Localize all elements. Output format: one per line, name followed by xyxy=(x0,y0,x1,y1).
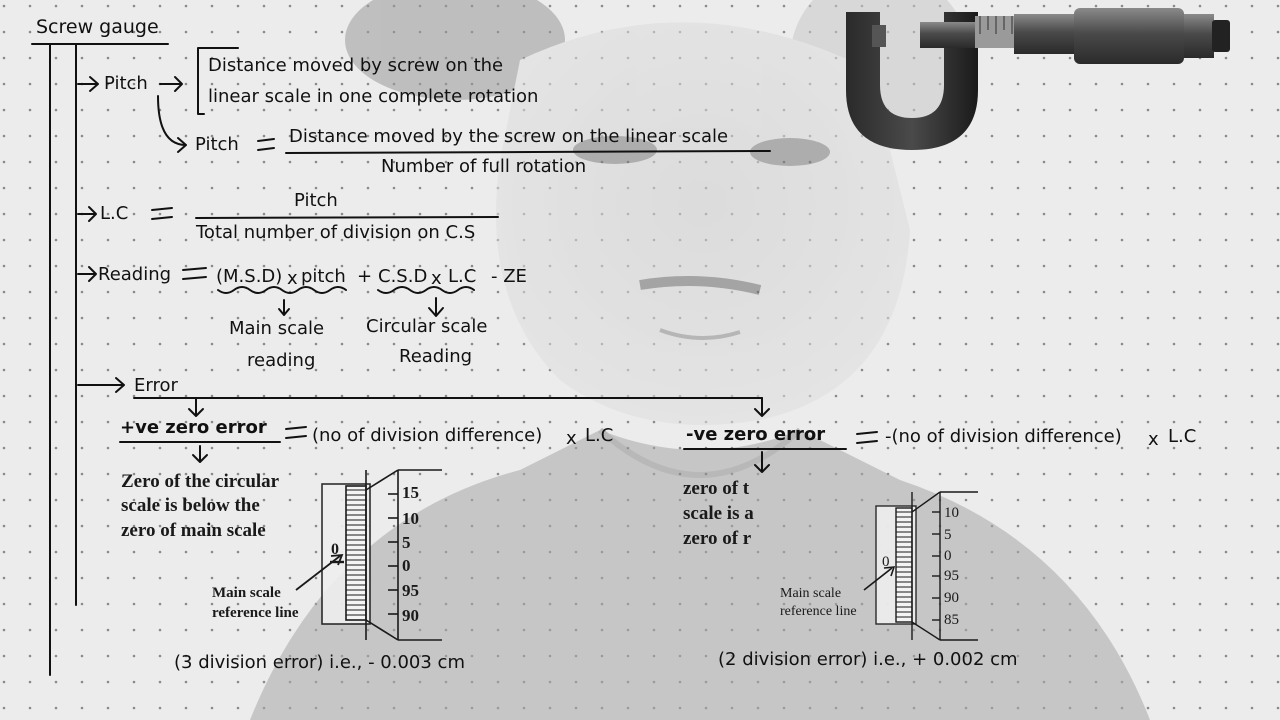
pitch-formula-label: Pitch xyxy=(195,134,239,155)
pitch-definition-line2: linear scale in one complete rotation xyxy=(208,86,539,107)
negative-error-times: x xyxy=(1148,429,1159,450)
reading-msd: (M.S.D) xyxy=(216,266,283,287)
lc-label: L.C xyxy=(100,203,129,224)
negative-error-desc-3: zero of r xyxy=(683,528,752,549)
negative-scale-tick-85: 85 xyxy=(944,612,959,628)
positive-error-times: x xyxy=(566,428,577,449)
negative-scale-tick-95: 95 xyxy=(944,568,959,584)
pitch-definition-line1: Distance moved by screw on the xyxy=(208,55,504,76)
reading-label: Reading xyxy=(98,264,172,285)
csd-note-line1: Circular scale xyxy=(366,316,488,337)
positive-error-scale xyxy=(296,470,442,640)
positive-scale-tick-0: 0 xyxy=(402,556,411,575)
negative-scale-tick-10: 10 xyxy=(944,505,959,521)
negative-ref-line-2: reference line xyxy=(780,604,857,619)
negative-scale-tick-5: 5 xyxy=(944,527,952,543)
negative-error-caption: (2 division error) i.e., + 0.002 cm xyxy=(718,649,1018,670)
positive-error-caption: (3 division error) i.e., - 0.003 cm xyxy=(174,652,465,673)
positive-error-label: +ve zero error xyxy=(120,417,267,438)
csd-note-line2: Reading xyxy=(399,346,473,367)
positive-error-desc-2: scale is below the xyxy=(121,495,260,516)
negative-error-formula: -(no of division difference) xyxy=(885,426,1122,447)
page-title: Screw gauge xyxy=(36,16,159,38)
msd-note-line2: reading xyxy=(247,350,316,371)
reading-times-2: x xyxy=(431,268,442,289)
reading-minus-ze: - ZE xyxy=(491,266,527,287)
negative-scale-tick-90: 90 xyxy=(944,590,959,606)
lc-denominator: Total number of division on C.S xyxy=(196,222,476,243)
negative-scale-zero-mark: 0 xyxy=(882,554,890,570)
pitch-label: Pitch xyxy=(104,73,148,94)
positive-error-lc: L.C xyxy=(585,425,614,446)
reading-csd: C.S.D xyxy=(378,266,428,287)
msd-note-line1: Main scale xyxy=(229,318,325,339)
pitch-denominator: Number of full rotation xyxy=(381,156,587,177)
negative-ref-line-1: Main scale xyxy=(780,586,842,601)
positive-scale-tick-5: 5 xyxy=(402,533,411,552)
positive-error-desc-3: zero of main scale xyxy=(121,520,266,541)
negative-error-lc: L.C xyxy=(1168,426,1197,447)
positive-scale-zero-mark: 0 xyxy=(331,541,339,558)
reading-pitch: pitch xyxy=(301,266,346,287)
reading-lc: L.C xyxy=(448,266,477,287)
reading-plus: + xyxy=(357,266,373,287)
positive-scale-tick-10: 10 xyxy=(402,509,419,528)
pitch-numerator: Distance moved by the screw on the linear scale xyxy=(289,126,729,147)
positive-scale-tick-90: 90 xyxy=(402,606,419,625)
negative-error-desc-1: zero of t xyxy=(683,478,750,499)
lc-numerator: Pitch xyxy=(294,190,338,211)
positive-ref-line-2: reference line xyxy=(212,605,299,621)
negative-error-desc-2: scale is a xyxy=(683,503,754,524)
negative-error-label: -ve zero error xyxy=(686,424,826,445)
positive-ref-line-1: Main scale xyxy=(212,585,281,601)
positive-scale-tick-15: 15 xyxy=(402,483,419,502)
negative-scale-tick-0: 0 xyxy=(944,548,952,564)
positive-scale-tick-95: 95 xyxy=(402,581,419,600)
error-label: Error xyxy=(134,375,178,396)
reading-times-1: x xyxy=(287,268,298,289)
positive-error-formula: (no of division difference) xyxy=(312,425,543,446)
positive-error-desc-1: Zero of the circular xyxy=(121,471,280,492)
